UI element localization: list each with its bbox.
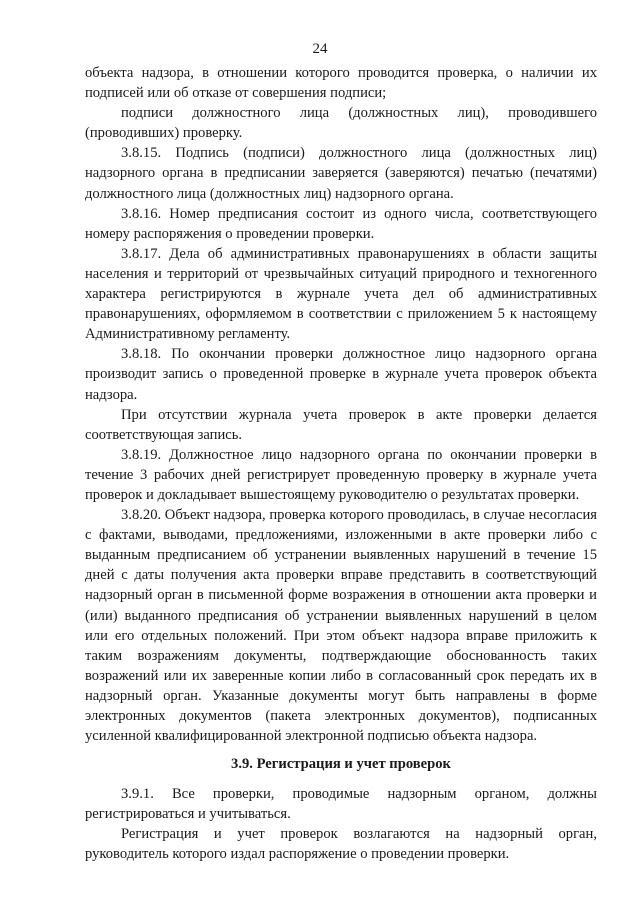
paragraph: 3.8.18. По окончании проверки должностное лицо надзорного органа производит запись о проведенной проверке в журнале учета проверок объекта надзора.: [85, 346, 597, 403]
paragraph: 3.8.16. Номер предписания состоит из одного числа, соответствующего номеру распоряжения о проведении проверки.: [85, 205, 597, 242]
paragraphs-after: [85, 784, 597, 864]
paragraph: объекта надзора, в отношении которого проводится проверка, о наличии их подписей или об отказе от совершения подписи;: [85, 65, 597, 102]
paragraph: 3.8.15. Подпись (подписи) должностного лица (должностных лиц) надзорного органа в предписании заверяется (заверяются) печатью (печатями) должностного лица (должностных лиц) надзорного органа.: [85, 145, 597, 202]
document-body: [85, 63, 597, 865]
paragraph: 3.8.17. Дела об административных правонарушениях в области защиты населения и территорий от чрезвычайных ситуаций природного и техногенного характера регистрируются в журнале учета дел об административных правонарушениях, оформляемом в соответствии с приложением 5 к настоящему Административному регламенту.: [85, 245, 597, 343]
paragraph: подписи должностного лица (должностных лиц), проводившего (проводивших) проверку.: [85, 105, 597, 142]
paragraph: При отсутствии журнала учета проверок в акте проверки делается соответствующая запись.: [85, 406, 597, 443]
paragraphs-before: [85, 63, 597, 746]
page-number: 24: [312, 41, 328, 57]
paragraph: 3.9.1. Все проверки, проводимые надзорным органом, должны регистрироваться и учитываться.: [85, 786, 597, 823]
paragraph: 3.8.20. Объект надзора, проверка которого проводилась, в случае несогласия с фактами, выводами, предложениями, изложенными в акте проверки либо с выданным предписанием об устранении выявленных нарушений в течение 15 дней с даты получения акта проверки вправе представить в соответствующий надзорный орган в письменной форме возражения в отношении акта проверки и (или) выданного предписания об устранении выявленных нарушений в целом или его отдельных положений. При этом объект надзора вправе приложить к таким возражениям документы, подтверждающие обоснованность таких возражений или их заверенные копии либо в согласованный срок передать их в надзорный орган. Указанные документы могут быть направлены в форме электронных документов (пакета электронных документов), подписанных усиленной квалифицированной электронной подписью объекта надзора.: [85, 507, 597, 745]
section-heading: 3.9. Регистрация и учет проверок: [231, 756, 451, 773]
paragraph: Регистрация и учет проверок возлагаются на надзорный орган, руководитель которого издал распоряжение о проведении проверки.: [85, 826, 597, 863]
paragraph: 3.8.19. Должностное лицо надзорного органа по окончании проверки в течение 3 рабочих дней регистрирует проведенную проверку в журнале учета проверок и докладывает вышестоящему руководителю о результатах проверки.: [85, 446, 597, 503]
